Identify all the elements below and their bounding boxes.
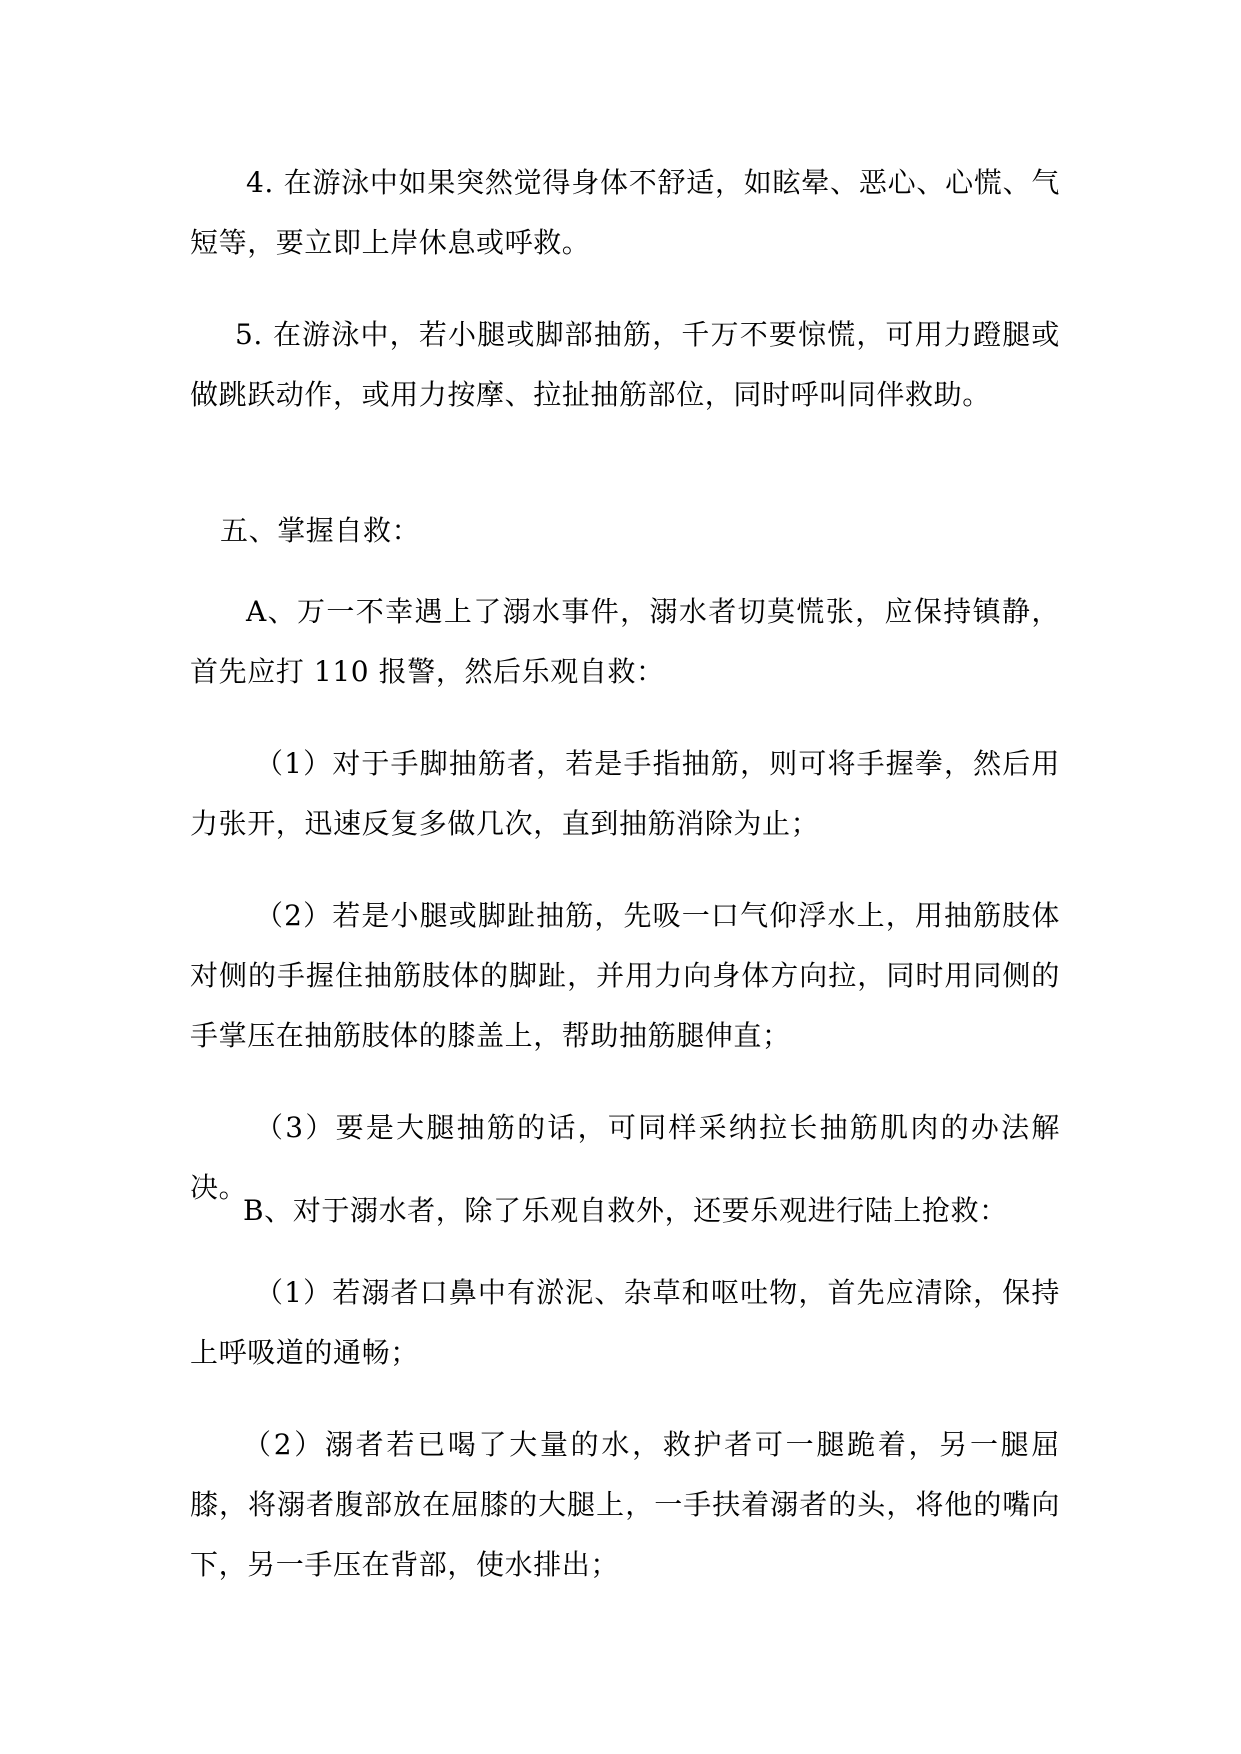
paragraph-a-item-2: （2）若是小腿或脚趾抽筋，先吸一口气仰浮水上，用抽筋肢体对侧的手握住抽筋肢体的脚趾，并用力向身体方向拉，同时用同侧的手掌压在抽筋肢体的膝盖上，帮助抽筋腿伸直； <box>190 899 1060 1052</box>
paragraph-a-item-1: （1）对于手脚抽筋者，若是手指抽筋，则可将手握拳，然后用力张开，迅速反复多做几次，直到抽筋消除为止； <box>190 747 1060 840</box>
paragraph-b-item-1: （1）若溺者口鼻中有淤泥、杂草和呕吐物，首先应清除，保持上呼吸道的通畅； <box>190 1276 1060 1369</box>
paragraph-swim-discomfort: 4. 在游泳中如果突然觉得身体不舒适，如眩晕、恶心、心慌、气短等，要立即上岸休息或呼救。 <box>190 166 1060 259</box>
paragraph-section-b: B、对于溺水者，除了乐观自救外，还要乐观进行陆上抢救： <box>243 1194 1008 1227</box>
paragraph-b-item-2: （2）溺者若已喝了大量的水，救护者可一腿跪着，另一腿屈膝，将溺者腹部放在屈膝的大腿上，一手扶着溺者的头，将他的嘴向下，另一手压在背部，使水排出； <box>190 1428 1060 1581</box>
paragraph-section-a: A、万一不幸遇上了溺水事件，溺水者切莫慌张，应保持镇静，首先应打 110 报警，然后乐观自救： <box>190 595 1060 688</box>
paragraph-a-item-3: （3）要是大腿抽筋的话，可同样采纳拉长抽筋肌肉的办法解决。 <box>190 1111 1060 1204</box>
section-heading-self-rescue: 五、掌握自救： <box>220 514 421 547</box>
paragraph-cramp-advice: 5. 在游泳中，若小腿或脚部抽筋，千万不要惊慌，可用力蹬腿或做跳跃动作，或用力按摩、拉扯抽筋部位，同时呼叫同伴救助。 <box>190 318 1060 411</box>
